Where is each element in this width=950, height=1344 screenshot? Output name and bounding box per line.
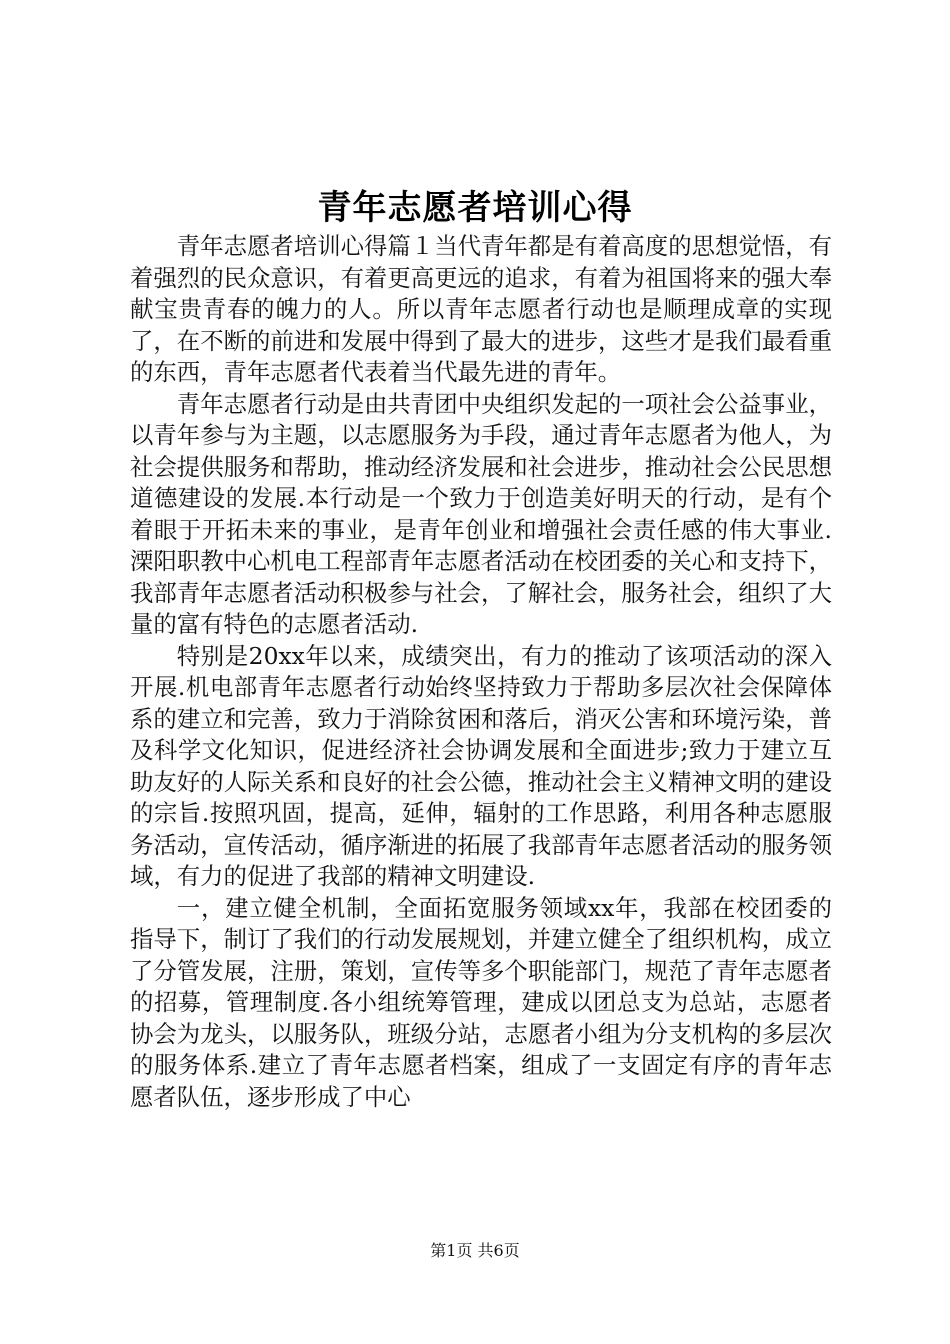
document-title: 青年志愿者培训心得 [317,188,633,228]
paragraph-1: 青年志愿者培训心得篇１当代青年都是有着高度的思想觉悟，有着强烈的民众意识，有着更高更远的追求，有着为祖国将来的强大奉献宝贵青春的魄力的人。所以青年志愿者行动也是顺理成章的实现了，在不断的前进和发展中得到了最大的进步，这些才是我们最看重的东西，青年志愿者代表着当代最先进的青年。 [130,232,832,386]
paragraph-4: 一，建立健全机制，全面拓宽服务领域xx年，我部在校团委的指导下，制订了我们的行动发展规划，并建立健全了组织机构，成立了分管发展，注册，策划，宣传等多个职能部门，规范了青年志愿者的招募，管理制度.各小组统筹管理，建成以团总支为总站，志愿者协会为龙头，以服务队，班级分站，志愿者小组为分支机构的多层次的服务体系.建立了青年志愿者档案，组成了一支固定有序的青年志愿者队伍，逐步形成了中心 [130,893,832,1111]
document-body [130,231,832,1113]
paragraph-3: 特别是20xx年以来，成绩突出，有力的推动了该项活动的深入开展.机电部青年志愿者行动始终坚持致力于帮助多层次社会保障体系的建立和完善，致力于消除贫困和落后，消灭公害和环境污染，普及科学文化知识，促进经济社会协调发展和全面进步;致力于建立互助友好的人际关系和良好的社会公德，推动社会主义精神文明的建设的宗旨.按照巩固，提高，延伸，辐射的工作思路，利用各种志愿服务活动，宣传活动，循序渐进的拓展了我部青年志愿者活动的服务领域，有力的促进了我部的精神文明建设. [130,641,832,890]
paragraph-2: 青年志愿者行动是由共青团中央组织发起的一项社会公益事业，以青年参与为主题，以志愿服务为手段，通过青年志愿者为他人，为社会提供服务和帮助，推动经济发展和社会进步，推动社会公民思想道德建设的发展.本行动是一个致力于创造美好明天的行动，是有个着眼于开拓未来的事业，是青年创业和增强社会责任感的伟大事业.溧阳职教中心机电工程部青年志愿者活动在校团委的关心和支持下，我部青年志愿者活动积极参与社会，了解社会，服务社会，组织了大量的富有特色的志愿者活动. [130,389,832,638]
page-number-footer: 第1页 共6页 [430,1241,520,1260]
